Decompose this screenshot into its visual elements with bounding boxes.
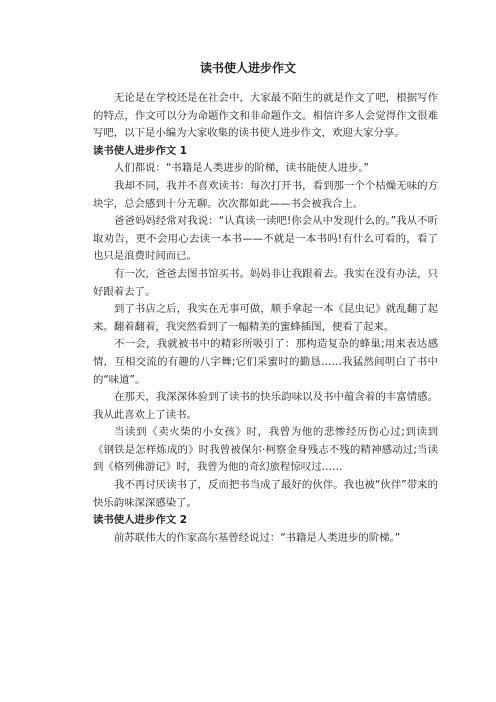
body-paragraph: 不一会，我就被书中的精彩所吸引了：那构造复杂的蜂巢;用来表达感情，互相交流的有趣的八字舞;它们采蜜时的勤恳……我猛然间明白了书中的“味道”。 [93,338,438,386]
section-heading: 读书使人进步作文 2 [93,514,187,527]
body-paragraph: 人们都说：“书籍是人类进步的阶梯，读书能使人进步。” [114,162,369,175]
body-paragraph: 在那天，我深深体验到了读书的快乐韵味以及书中蕴含着的丰富情感。我从此喜欢上了读书。 [93,391,438,421]
section-heading: 读书使人进步作文 1 [93,144,187,157]
body-paragraph: 我不再讨厌读书了，反而把书当成了最好的伙伴。我也被“伙伴”带来的快乐韵味深深感染了。 [93,479,438,509]
body-paragraph: 当读到《卖火柴的小女孩》时，我曾为他的悲惨经历伤心过;到读到《钢铁是怎样炼成的》时我曾被保尔·柯察金身残志不残的精神感动过;当读到《格列佛游记》时，我曾为他的奇幻旅程惊叹过…… [93,426,438,474]
document-title: 读书使人进步作文 [199,61,296,75]
body-paragraph: 到了书店之后，我实在无事可做，顺手拿起一本《昆虫记》就乱翻了起来。翻着翻着，我突然看到了一幅精美的蜜蜂插图，便看了起来。 [93,303,438,333]
essay-section-2 [93,512,438,547]
essay-section-1 [93,143,438,512]
body-paragraph: 爸爸妈妈经常对我说：“认真读一读吧!你会从中发现什么的。”我从不听取劝告，更不会用心去读一本书——不就是一本书吗!有什么可看的，看了也只是浪费时间而已。 [93,215,438,263]
body-paragraph: 有一次，爸爸去图书馆买书。妈妈非让我跟着去。我实在没有办法，只好跟着去了。 [93,267,438,298]
body-paragraph: 我却不同，我并不喜欢读书：每次打开书，看到那一个个枯燥无味的方块字，总会感到十分无聊。次次都如此——书会被我合上。 [93,179,438,210]
body-paragraph: 前苏联伟大的作家高尔基曾经说过：“书籍是人类进步的阶梯。” [114,531,401,544]
intro-paragraph: 无论是在学校还是在社会中，大家最不陌生的就是作文了吧，根据写作的特点，作文可以分为命题作文和非命题作文。相信许多人会觉得作文很难写吧，以下是小编为大家收集的读书使人进步作文，欢迎大家分享。 [93,92,438,140]
